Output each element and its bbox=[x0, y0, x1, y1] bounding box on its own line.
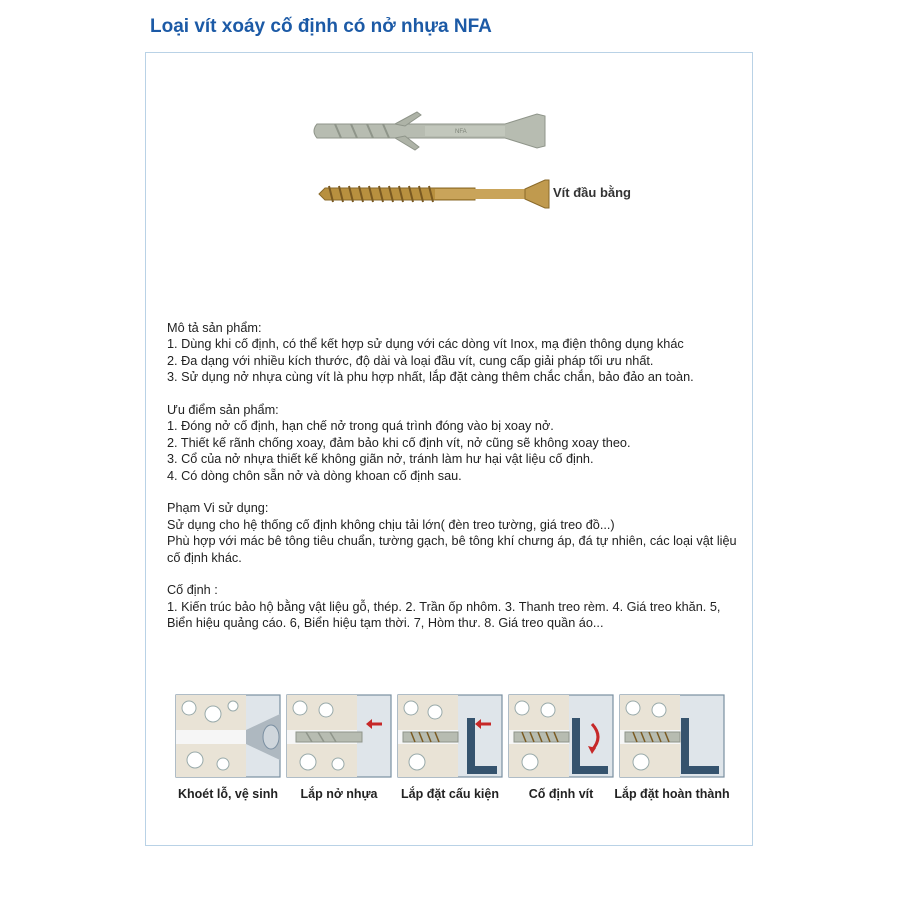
section-fixing bbox=[167, 582, 737, 631]
product-image bbox=[305, 108, 565, 218]
section-line: Phù hợp với mác bê tông tiêu chuẩn, tường gạch, bê tông khí chưng áp, đá tự nhiên, các loại vật liệu cố định khác. bbox=[167, 534, 737, 565]
step-mount-component bbox=[397, 694, 503, 801]
section-scope bbox=[167, 500, 737, 566]
section-line: 3. Sử dụng nở nhựa cùng vít là phu hợp nhất, lắp đặt càng thêm chắc chắn, bảo đảo an toàn. bbox=[167, 370, 694, 385]
step-label: Lắp đặt hoàn thành bbox=[614, 787, 730, 801]
plastic-anchor-image bbox=[314, 112, 545, 150]
step-label: Cố định vít bbox=[528, 787, 594, 801]
section-line: 2. Đa dạng với nhiều kích thước, độ dài và loại đầu vít, cung cấp giải pháp tối ưu nhất. bbox=[167, 353, 654, 368]
page-title: Loại vít xoáy cố định có nở nhựa NFA bbox=[150, 16, 492, 37]
installation-steps bbox=[175, 694, 735, 814]
mount-component-illustration bbox=[397, 694, 503, 778]
step-label: Lắp nở nhựa bbox=[300, 787, 378, 801]
screw-label: Vít đầu bằng bbox=[553, 185, 631, 200]
section-heading: Phạm Vi sử dụng: bbox=[167, 501, 269, 516]
product-description bbox=[167, 320, 737, 648]
section-line: 1. Đóng nở cố định, hạn chế nở trong quá trình đóng vào bị xoay nở. bbox=[167, 419, 554, 434]
section-description bbox=[167, 320, 737, 386]
section-heading: Mô tả sản phẩm: bbox=[167, 321, 262, 335]
anchor-marking-text: NFA bbox=[455, 129, 467, 135]
section-heading: Cố định : bbox=[167, 583, 218, 598]
section-line: 2. Thiết kế rãnh chống xoay, đảm bảo khi cố định vít, nở cũng sẽ không xoay theo. bbox=[167, 435, 631, 450]
step-drill bbox=[175, 694, 281, 801]
flat-head-screw-image bbox=[319, 180, 549, 208]
step-insert-anchor bbox=[286, 694, 392, 801]
drill-hole-illustration bbox=[175, 694, 281, 778]
step-label: Khoét lỗ, vệ sinh bbox=[177, 787, 278, 801]
step-complete bbox=[614, 694, 730, 801]
section-line: 1. Kiến trúc bảo hộ bằng vật liệu gỗ, thép. 2. Trần ốp nhôm. 3. Thanh treo rèm. 4. Giá treo khăn. 5, Biển hiệu quảng cáo. 6, Biển hiệu tạm thời. 7, Hòm thư. 8. Giá treo quần áo... bbox=[167, 599, 721, 631]
complete-illustration bbox=[619, 694, 725, 778]
section-line: 3. Cổ của nở nhựa thiết kế không giãn nở, tránh làm hư hại vật liệu cố định. bbox=[167, 452, 594, 467]
step-label: Lắp đặt cấu kiện bbox=[401, 787, 499, 801]
section-heading: Ưu điểm sản phẩm: bbox=[167, 403, 279, 418]
section-advantages bbox=[167, 402, 737, 484]
section-line: 4. Có dòng chôn sẵn nở và dòng khoan cố định sau. bbox=[167, 468, 462, 483]
insert-anchor-illustration bbox=[286, 694, 392, 778]
section-line: Sử dụng cho hệ thống cố định không chịu tải lớn( đèn treo tường, giá treo đồ...) bbox=[167, 517, 615, 532]
step-fix-screw bbox=[508, 694, 614, 801]
section-line: 1. Dùng khi cố định, có thể kết hợp sử dụng với các dòng vít Inox, mạ điện thông dụng khác bbox=[167, 337, 684, 352]
fix-screw-illustration bbox=[508, 694, 614, 778]
